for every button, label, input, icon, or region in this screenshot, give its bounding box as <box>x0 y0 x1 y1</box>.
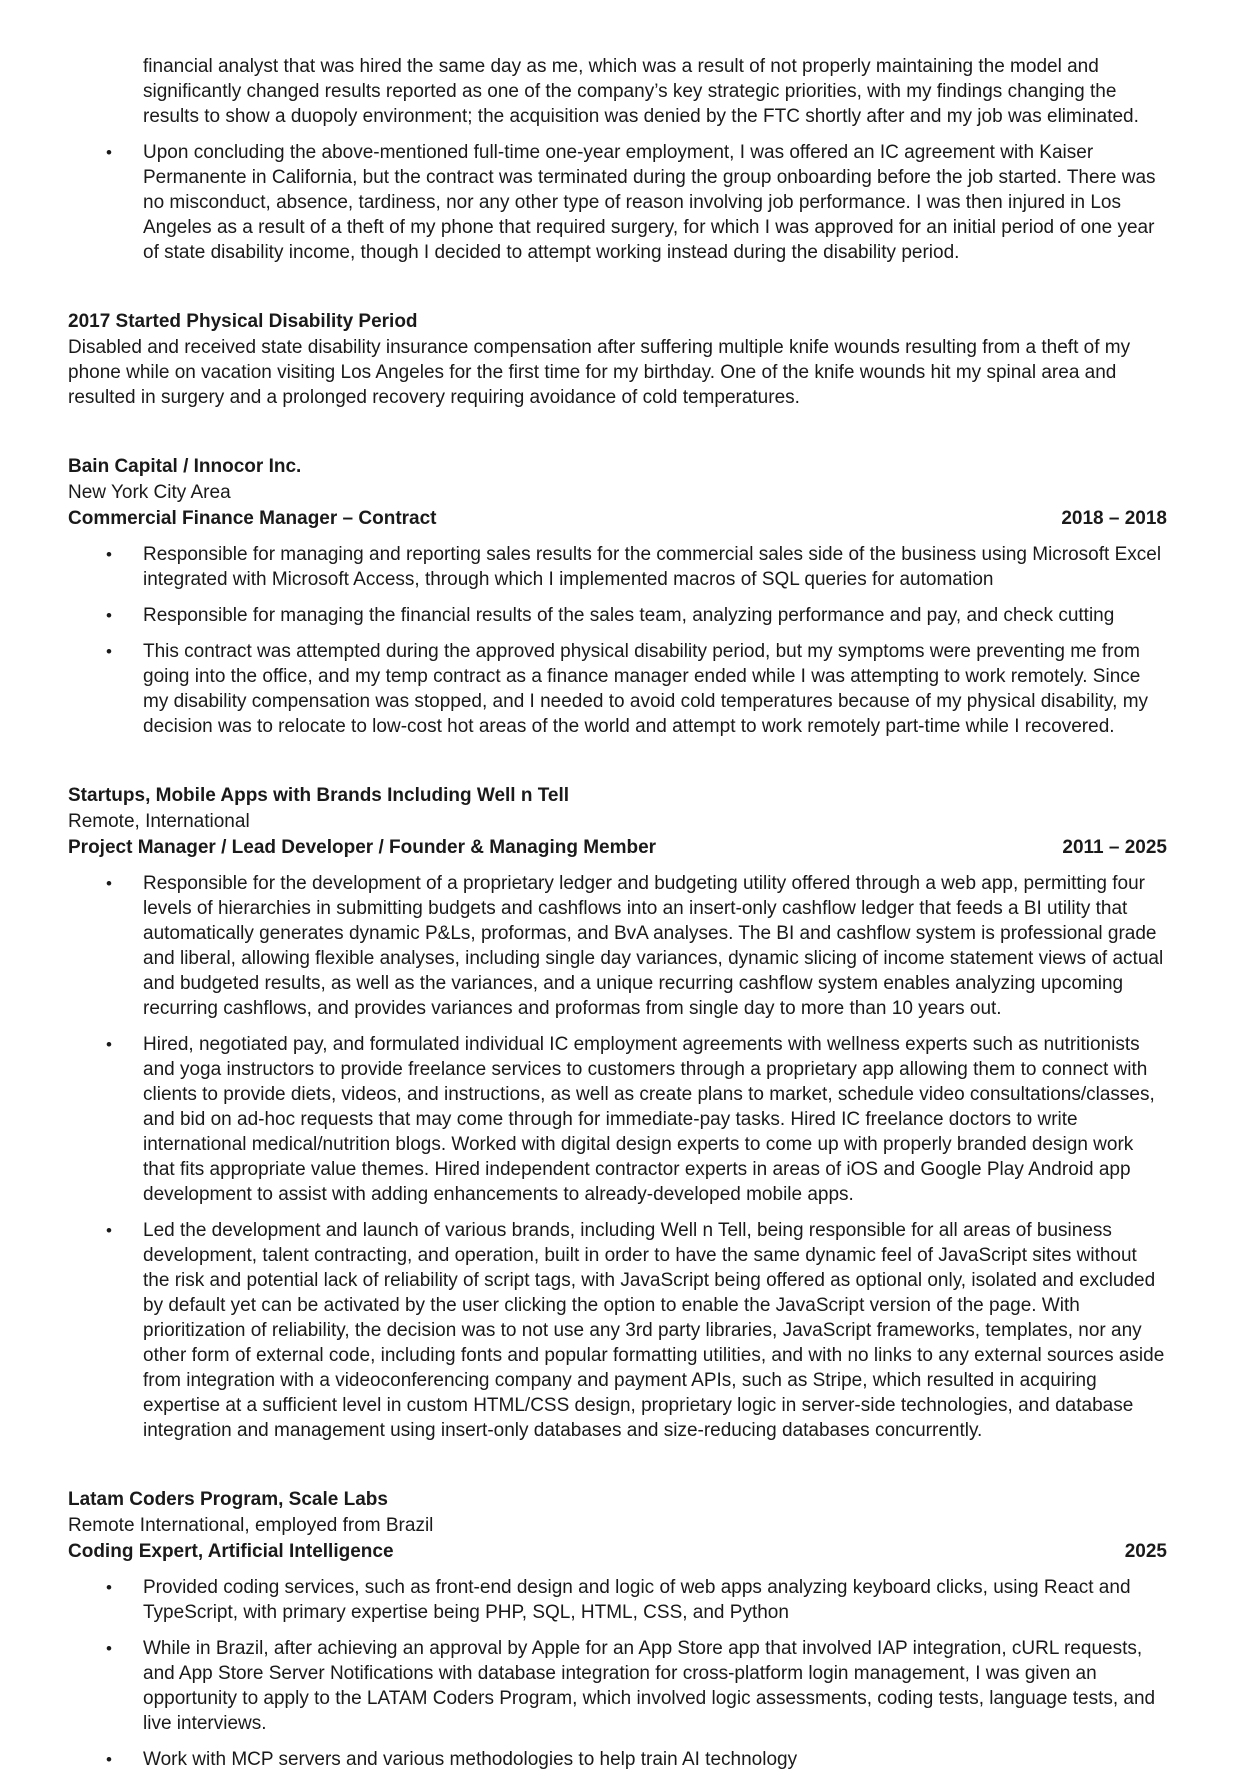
bullet-item: • Work with MCP servers and various methodologies to help train AI technology <box>68 1747 1167 1772</box>
bullet-item: • Responsible for managing and reporting sales results for the commercial sales side of the business using Microsoft Excel integrated with Microsoft Access, through which I implemented macros of SQL queries for automation <box>68 542 1167 592</box>
job-bullet-list <box>68 871 1167 1443</box>
section-job-startups <box>68 783 1167 1443</box>
section-job-bain-capital <box>68 454 1167 739</box>
bullet-item: • While in Brazil, after achieving an approval by Apple for an App Store app that involved IAP integration, cURL requests, and App Store Server Notifications with database integration for cross-platform login management, I was given an opportunity to apply to the LATAM Coders Program, which involved logic assessments, coding tests, language tests, and live interviews. <box>68 1636 1167 1736</box>
section-job-latam-coders <box>68 1487 1167 1772</box>
company-location: Remote International, employed from Brazil <box>68 1515 434 1536</box>
job-bullet-list <box>68 1575 1167 1772</box>
bullet-continuation-text: financial analyst that was hired the same day as me, which was a result of not properly maintaining the model and significantly changed results reported as one of the company’s key strategic priorities, with my findings changing the results to show a duopoly environment; the acquisition was denied by the FTC shortly after and my job was eliminated. <box>143 56 1139 127</box>
role-row <box>68 835 1167 861</box>
disability-section-heading: 2017 Started Physical Disability Period <box>68 311 418 332</box>
bullet-item: • Responsible for managing the financial results of the sales team, analyzing performance and pay, and check cutting <box>68 603 1167 628</box>
job-title: Commercial Finance Manager – Contract <box>68 508 437 529</box>
bullet-item: • Responsible for the development of a proprietary ledger and budgeting utility offered through a web app, permitting four levels of hierarchies in submitting budgets and cashflows into an insert-only cashflow ledger that feeds a BI utility that automatically generates dynamic P&Ls, proformas, and BvA analyses. The BI and cashflow system is professional grade and liberal, allowing flexible analyses, including single day variances, dynamic slicing of income statement views of actual and budgeted results, as well as the variances, and a unique recurring cashflow system enables analyzing upcoming recurring cashflows, and provides variances and proformas from single day to more than 10 years out. <box>68 871 1167 1021</box>
job-dates: 2011 – 2025 <box>1062 837 1167 858</box>
section-disability-period <box>68 309 1167 410</box>
bullet-item: • Hired, negotiated pay, and formulated individual IC employment agreements with wellness experts such as nutritionists and yoga instructors to provide freelance services to customers through a proprietary app allowing them to connect with clients to provide diets, videos, and instructions, as well as create plans to market, schedule video consultations/classes, and bid on ad-hoc requests that may come through for immediate-pay tasks. Hired IC freelance doctors to write international medical/nutrition blogs. Worked with digital design experts to come up with properly branded design work that fits appropriate value themes. Hired independent contractor experts in areas of iOS and Google Play Android app development to assist with adding enhancements to already-developed mobile apps. <box>68 1032 1167 1207</box>
bullet-item: • Led the development and launch of various brands, including Well n Tell, being responsible for all areas of business development, talent contracting, and operation, built in order to have the same dynamic feel of JavaScript sites without the risk and potential lack of reliability of script tags, with JavaScript being offered as optional only, isolated and excluded by default yet can be activated by the user clicking the option to enable the JavaScript version of the page. With prioritization of reliability, the decision was to not use any 3rd party libraries, JavaScript frameworks, templates, nor any other form of external code, including fonts and popular formatting utilities, and with no links to any external sources aside from integration with a videoconferencing company and payment APIs, such as Stripe, which resulted in acquiring expertise at a sufficient level in custom HTML/CSS design, proprietary logic in server-side technologies, and database integration and management using insert-only databases and size-reducing databases concurrently. <box>68 1218 1167 1443</box>
bullet-item: • Upon concluding the above-mentioned full-time one-year employment, I was offered an IC agreement with Kaiser Permanente in California, but the contract was terminated during the group onboarding before the job started. There was no misconduct, absence, tardiness, nor any other type of reason involving job performance. I was then injured in Los Angeles as a result of a theft of my phone that required surgery, for which I was approved for an initial period of one year of state disability income, though I decided to attempt working instead during the disability period. <box>68 140 1167 265</box>
role-row <box>68 1539 1167 1565</box>
company-name: Latam Coders Program, Scale Labs <box>68 1489 388 1510</box>
disability-section-body: Disabled and received state disability insurance compensation after suffering multiple knife wounds resulting from a theft of my phone while on vacation visiting Los Angeles for the first time for my birthday. One of the knife wounds hit my spinal area and resulted in surgery and a prolonged recovery requiring avoidance of cold temperatures. <box>68 337 1131 408</box>
intro-bullet-list <box>68 54 1167 265</box>
company-location: Remote, International <box>68 811 250 832</box>
job-bullet-list <box>68 542 1167 739</box>
job-title: Coding Expert, Artificial Intelligence <box>68 1541 394 1562</box>
company-name: Startups, Mobile Apps with Brands Including Well n Tell <box>68 785 570 806</box>
company-name: Bain Capital / Innocor Inc. <box>68 456 302 477</box>
job-title: Project Manager / Lead Developer / Founder & Managing Member <box>68 837 657 858</box>
job-dates: 2018 – 2018 <box>1061 508 1167 529</box>
company-location: New York City Area <box>68 482 231 503</box>
role-row <box>68 506 1167 532</box>
bullet-item: • Provided coding services, such as front-end design and logic of web apps analyzing keyboard clicks, using React and TypeScript, with primary expertise being PHP, SQL, HTML, CSS, and Python <box>68 1575 1167 1625</box>
job-dates: 2025 <box>1124 1541 1167 1562</box>
bullet-item: • This contract was attempted during the approved physical disability period, but my symptoms were preventing me from going into the office, and my temp contract as a finance manager ended while I was attempting to work remotely. Since my disability compensation was stopped, and I needed to avoid cold temperatures because of my physical disability, my decision was to relocate to low-cost hot areas of the world and attempt to work remotely part-time while I recovered. <box>68 639 1167 739</box>
